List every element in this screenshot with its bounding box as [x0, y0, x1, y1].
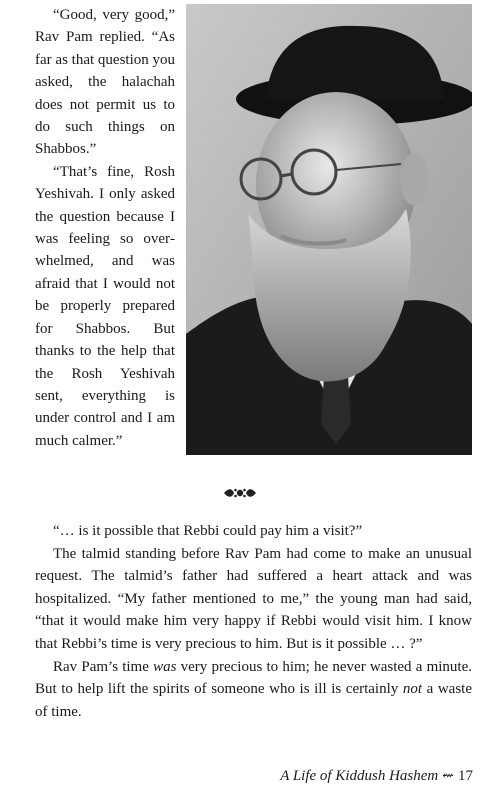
left-text-column	[35, 4, 175, 452]
footer-ornament-icon: ⇜	[442, 769, 454, 784]
paragraph: The talmid standing before Rav Pam had come to make an unusual request. The talmid’s father had suffered a heart attack and was hospitalized. “My father mentioned to me,” the young man had said, “that it would make him very happy if Rebbi would visit him. I know that Rebbi’s time is very precious to him. But is it possible … ?”	[35, 545, 472, 652]
emphasis-text: was	[153, 658, 177, 675]
page-footer	[243, 768, 473, 785]
portrait-photo-image	[186, 4, 472, 455]
portrait-photo	[186, 4, 472, 455]
text-run: very precious to him; he never wasted a minute. But to help lift the spirits of someone who is ill is certainly	[35, 658, 472, 698]
emphasis-text: not	[402, 681, 423, 698]
paragraph: “… is it possible that Rebbi could pay him a visit?”	[53, 523, 363, 539]
ornament-divider-icon	[222, 486, 258, 500]
page-number: 17	[458, 768, 473, 784]
main-text	[35, 520, 472, 723]
paragraph: “That’s fine, Rosh Yeshivah. I only asked the question because I was feeling so overwhelmed, and was afraid that I would not be properly prepared for Shabbos. But thanks to the help that the Rosh Yeshivah sent, everything is under control and I am much calmer.”	[35, 163, 175, 449]
running-title: A Life of Kiddush Hashem	[280, 768, 439, 784]
ornament-divider-graphic	[222, 486, 258, 500]
paragraph	[35, 656, 472, 724]
paragraph: “Good, very good,” Rav Pam replied. “As far as that question you asked, the halachah does not permit us to do such things on Shabbos.”	[35, 7, 175, 158]
text-run: a waste of time.	[35, 681, 473, 720]
text-run: Rav Pam’s time	[53, 658, 154, 675]
